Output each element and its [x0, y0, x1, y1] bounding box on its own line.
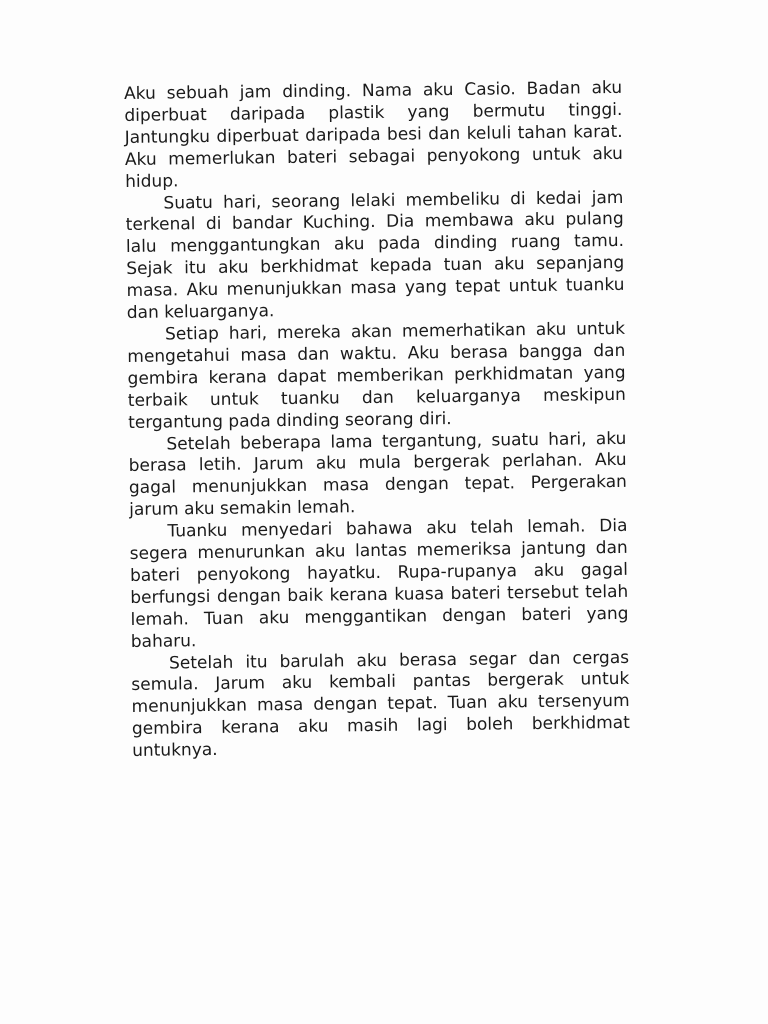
paragraph-4: Setelah beberapa lama tergantung, suatu hari, aku berasa letih. Jarum aku mula bergerak perlahan. Aku gagal menunjukkan masa dengan tepat. Pergerakan jarum aku semakin lemah. — [128, 428, 628, 521]
paragraph-3: Setiap hari, mereka akan memerhatikan aku untuk mengetahui masa dan waktu. Aku berasa bangga dan gembira kerana dapat memberikan perkhidmatan yang terbaik untuk tuanku dan keluarganya meskipun tergantung pada dinding seorang diri. — [127, 318, 626, 433]
paragraph-6: Setelah itu barulah aku berasa segar dan cergas semula. Jarum aku kembali pantas bergerak untuk menunjukkan masa dengan tepat. Tuan aku tersenyum gembira kerana aku masih lagi boleh berkhidmat untuknya. — [131, 647, 630, 762]
paragraph-5: Tuanku menyedari bahawa aku telah lemah. Dia segera menurunkan aku lantas memeriksa jantung dan bateri penyokong hayatku. Rupa-rupanya aku gagal berfungsi dengan baik kerana kuasa bateri tersebut telah lemah. Tuan aku menggantikan dengan bateri yang baharu. — [129, 516, 629, 652]
paragraph-2: Suatu hari, seorang lelaki membeliku di kedai jam terkenal di bandar Kuching. Dia membawa aku pulang lalu menggantungkan aku pada dinding ruang tamu. Sejak itu aku berkhidmat kepada tuan aku sepanjang masa. Aku menunjukkan masa yang tepat untuk tuanku dan keluarganya. — [125, 187, 625, 324]
paragraph-1: Aku sebuah jam dinding. Nama aku Casio. Badan aku diperbuat daripada plastik yang bermutu tinggi. Jantungku diperbuat daripada besi dan keluli tahan karat. Aku memerlukan bateri sebagai penyokong untuk aku hidup. — [124, 77, 624, 192]
story-text — [124, 78, 630, 763]
